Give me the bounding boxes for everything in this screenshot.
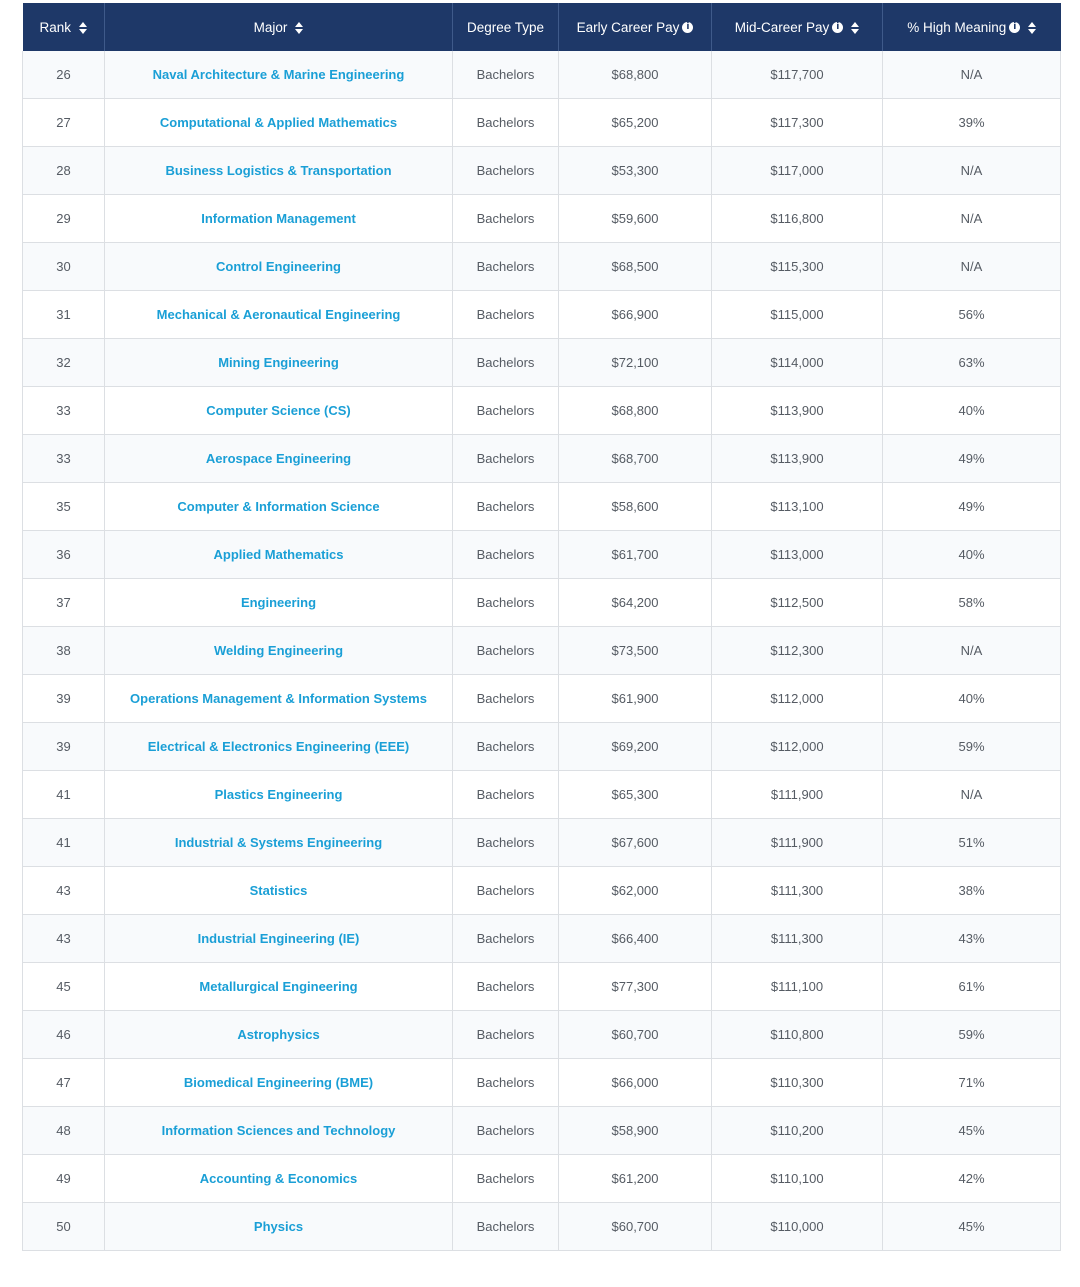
major-link[interactable]: Physics — [253, 1219, 304, 1234]
rank-cell: 43 — [23, 915, 105, 963]
table-row — [23, 99, 1061, 147]
degree-type-cell: Bachelors — [453, 627, 559, 675]
early-career-pay-cell: $58,600 — [559, 483, 712, 531]
table-row — [23, 195, 1061, 243]
salary-table-container — [22, 3, 1060, 1251]
table-row — [23, 243, 1061, 291]
table-row — [23, 1155, 1061, 1203]
rank-cell: 37 — [23, 579, 105, 627]
table-row — [23, 1059, 1061, 1107]
table-row — [23, 1203, 1061, 1251]
early-career-pay-cell: $65,200 — [559, 99, 712, 147]
major-cell — [105, 819, 453, 867]
mid-career-pay-cell: $110,800 — [712, 1011, 883, 1059]
rank-cell: 50 — [23, 1203, 105, 1251]
early-career-pay-cell: $68,500 — [559, 243, 712, 291]
major-link[interactable]: Electrical & Electronics Engineering (EEE) — [147, 739, 410, 754]
early-career-pay-cell: $72,100 — [559, 339, 712, 387]
info-icon[interactable]: i — [832, 22, 843, 33]
high-meaning-cell: 45% — [883, 1203, 1061, 1251]
mid-career-pay-cell: $117,700 — [712, 51, 883, 99]
degree-type-cell: Bachelors — [453, 339, 559, 387]
high-meaning-cell: 40% — [883, 531, 1061, 579]
header-mid-career-pay[interactable] — [712, 3, 883, 51]
early-career-pay-cell: $60,700 — [559, 1203, 712, 1251]
major-link[interactable]: Computer & Information Science — [177, 499, 380, 514]
major-cell — [105, 291, 453, 339]
header-degree-type — [453, 3, 559, 51]
mid-career-pay-cell: $113,000 — [712, 531, 883, 579]
major-link[interactable]: Industrial & Systems Engineering — [174, 835, 383, 850]
table-row — [23, 723, 1061, 771]
early-career-pay-cell: $68,800 — [559, 387, 712, 435]
major-link[interactable]: Industrial Engineering (IE) — [197, 931, 360, 946]
rank-cell: 47 — [23, 1059, 105, 1107]
rank-cell: 39 — [23, 675, 105, 723]
rank-cell: 32 — [23, 339, 105, 387]
major-cell — [105, 771, 453, 819]
table-row — [23, 147, 1061, 195]
major-cell — [105, 675, 453, 723]
degree-type-cell: Bachelors — [453, 1107, 559, 1155]
high-meaning-cell: 56% — [883, 291, 1061, 339]
major-cell — [105, 1203, 453, 1251]
major-link[interactable]: Business Logistics & Transportation — [165, 163, 392, 178]
header-degree-type-label: Degree Type — [466, 19, 545, 35]
mid-career-pay-cell: $113,100 — [712, 483, 883, 531]
table-header — [23, 3, 1061, 51]
major-link[interactable]: Mechanical & Aeronautical Engineering — [156, 307, 401, 322]
high-meaning-cell: 45% — [883, 1107, 1061, 1155]
degree-type-cell: Bachelors — [453, 195, 559, 243]
rank-cell: 31 — [23, 291, 105, 339]
early-career-pay-cell: $66,400 — [559, 915, 712, 963]
high-meaning-cell: 49% — [883, 435, 1061, 483]
degree-type-cell: Bachelors — [453, 1059, 559, 1107]
early-career-pay-cell: $68,800 — [559, 51, 712, 99]
major-cell — [105, 723, 453, 771]
header-high-meaning-label: % High Meaning — [907, 19, 1007, 35]
major-link[interactable]: Computer Science (CS) — [206, 403, 351, 418]
early-career-pay-cell: $65,300 — [559, 771, 712, 819]
major-cell — [105, 1011, 453, 1059]
rank-cell: 29 — [23, 195, 105, 243]
major-link[interactable]: Engineering — [240, 595, 317, 610]
rank-cell: 45 — [23, 963, 105, 1011]
mid-career-pay-cell: $112,500 — [712, 579, 883, 627]
rank-cell: 38 — [23, 627, 105, 675]
high-meaning-cell: 39% — [883, 99, 1061, 147]
degree-type-cell: Bachelors — [453, 867, 559, 915]
early-career-pay-cell: $58,900 — [559, 1107, 712, 1155]
degree-type-cell: Bachelors — [453, 915, 559, 963]
header-early-career-pay — [559, 3, 712, 51]
major-cell — [105, 99, 453, 147]
info-icon[interactable]: i — [682, 22, 693, 33]
major-cell — [105, 195, 453, 243]
degree-type-cell: Bachelors — [453, 675, 559, 723]
rank-cell: 33 — [23, 435, 105, 483]
major-cell — [105, 1107, 453, 1155]
major-link[interactable]: Accounting & Economics — [199, 1171, 358, 1186]
degree-type-cell: Bachelors — [453, 483, 559, 531]
degree-type-cell: Bachelors — [453, 243, 559, 291]
high-meaning-cell: N/A — [883, 771, 1061, 819]
rank-cell: 33 — [23, 387, 105, 435]
mid-career-pay-cell: $112,000 — [712, 675, 883, 723]
major-cell — [105, 867, 453, 915]
major-cell — [105, 243, 453, 291]
table-row — [23, 51, 1061, 99]
degree-type-cell: Bachelors — [453, 387, 559, 435]
high-meaning-cell: N/A — [883, 51, 1061, 99]
degree-type-cell: Bachelors — [453, 963, 559, 1011]
degree-type-cell: Bachelors — [453, 819, 559, 867]
high-meaning-cell: 51% — [883, 819, 1061, 867]
mid-career-pay-cell: $110,100 — [712, 1155, 883, 1203]
high-meaning-cell: 42% — [883, 1155, 1061, 1203]
mid-career-pay-cell: $117,000 — [712, 147, 883, 195]
mid-career-pay-cell: $112,000 — [712, 723, 883, 771]
table-row — [23, 1107, 1061, 1155]
rank-cell: 36 — [23, 531, 105, 579]
rank-cell: 26 — [23, 51, 105, 99]
rank-cell: 48 — [23, 1107, 105, 1155]
degree-type-cell: Bachelors — [453, 435, 559, 483]
degree-type-cell: Bachelors — [453, 579, 559, 627]
header-mid-career-pay-label: Mid-Career Pay — [734, 19, 830, 35]
header-early-career-pay-label: Early Career Pay — [576, 19, 680, 35]
early-career-pay-cell: $69,200 — [559, 723, 712, 771]
salary-table — [22, 3, 1061, 1251]
mid-career-pay-cell: $117,300 — [712, 99, 883, 147]
high-meaning-cell: 58% — [883, 579, 1061, 627]
table-body — [23, 51, 1061, 1251]
major-link[interactable]: Statistics — [249, 883, 308, 898]
degree-type-cell: Bachelors — [453, 51, 559, 99]
rank-cell: 28 — [23, 147, 105, 195]
early-career-pay-cell: $61,200 — [559, 1155, 712, 1203]
degree-type-cell: Bachelors — [453, 531, 559, 579]
mid-career-pay-cell: $110,000 — [712, 1203, 883, 1251]
mid-career-pay-cell: $111,900 — [712, 819, 883, 867]
table-row — [23, 675, 1061, 723]
sort-icon[interactable] — [79, 22, 87, 34]
mid-career-pay-cell: $110,300 — [712, 1059, 883, 1107]
major-link[interactable]: Computational & Applied Mathematics — [159, 115, 398, 130]
header-rank[interactable] — [23, 3, 105, 51]
mid-career-pay-cell: $114,000 — [712, 339, 883, 387]
early-career-pay-cell: $66,900 — [559, 291, 712, 339]
major-cell — [105, 387, 453, 435]
header-major[interactable] — [105, 3, 453, 51]
major-link[interactable]: Mining Engineering — [218, 355, 339, 370]
early-career-pay-cell: $77,300 — [559, 963, 712, 1011]
header-major-label: Major — [253, 19, 288, 35]
major-link[interactable]: Information Management — [201, 211, 356, 226]
major-link[interactable]: Metallurgical Engineering — [199, 979, 358, 994]
rank-cell: 27 — [23, 99, 105, 147]
early-career-pay-cell: $67,600 — [559, 819, 712, 867]
early-career-pay-cell: $68,700 — [559, 435, 712, 483]
major-link[interactable]: Welding Engineering — [213, 643, 344, 658]
table-row — [23, 963, 1061, 1011]
table-row — [23, 291, 1061, 339]
rank-cell: 41 — [23, 819, 105, 867]
high-meaning-cell: N/A — [883, 627, 1061, 675]
table-row — [23, 819, 1061, 867]
degree-type-cell: Bachelors — [453, 1203, 559, 1251]
degree-type-cell: Bachelors — [453, 99, 559, 147]
rank-cell: 30 — [23, 243, 105, 291]
early-career-pay-cell: $61,700 — [559, 531, 712, 579]
major-cell — [105, 531, 453, 579]
major-link[interactable]: Information Sciences and Technology — [161, 1123, 396, 1138]
high-meaning-cell: 63% — [883, 339, 1061, 387]
early-career-pay-cell: $59,600 — [559, 195, 712, 243]
high-meaning-cell: N/A — [883, 147, 1061, 195]
early-career-pay-cell: $60,700 — [559, 1011, 712, 1059]
sort-icon[interactable] — [1028, 22, 1036, 34]
degree-type-cell: Bachelors — [453, 723, 559, 771]
mid-career-pay-cell: $111,100 — [712, 963, 883, 1011]
major-link[interactable]: Plastics Engineering — [214, 787, 343, 802]
high-meaning-cell: 43% — [883, 915, 1061, 963]
table-row — [23, 435, 1061, 483]
mid-career-pay-cell: $111,300 — [712, 867, 883, 915]
table-row — [23, 1011, 1061, 1059]
high-meaning-cell: 40% — [883, 387, 1061, 435]
header-high-meaning[interactable] — [883, 3, 1061, 51]
major-cell — [105, 963, 453, 1011]
rank-cell: 49 — [23, 1155, 105, 1203]
early-career-pay-cell: $64,200 — [559, 579, 712, 627]
degree-type-cell: Bachelors — [453, 771, 559, 819]
high-meaning-cell: 38% — [883, 867, 1061, 915]
major-link[interactable]: Astrophysics — [237, 1027, 320, 1042]
sort-icon[interactable] — [851, 22, 859, 34]
degree-type-cell: Bachelors — [453, 1155, 559, 1203]
high-meaning-cell: 40% — [883, 675, 1061, 723]
rank-cell: 43 — [23, 867, 105, 915]
table-row — [23, 531, 1061, 579]
high-meaning-cell: N/A — [883, 195, 1061, 243]
major-link[interactable]: Control Engineering — [216, 259, 341, 274]
high-meaning-cell: 59% — [883, 1011, 1061, 1059]
rank-cell: 46 — [23, 1011, 105, 1059]
major-cell — [105, 51, 453, 99]
major-link[interactable]: Operations Management & Information Systems — [130, 691, 427, 706]
major-link[interactable]: Naval Architecture & Marine Engineering — [152, 67, 405, 82]
major-cell — [105, 579, 453, 627]
high-meaning-cell: 49% — [883, 483, 1061, 531]
mid-career-pay-cell: $113,900 — [712, 387, 883, 435]
rank-cell: 41 — [23, 771, 105, 819]
mid-career-pay-cell: $111,900 — [712, 771, 883, 819]
major-cell — [105, 483, 453, 531]
sort-icon[interactable] — [295, 22, 303, 34]
info-icon[interactable]: i — [1009, 22, 1020, 33]
table-row — [23, 627, 1061, 675]
header-rank-label: Rank — [39, 19, 71, 35]
major-link[interactable]: Applied Mathematics — [213, 547, 344, 562]
table-row — [23, 339, 1061, 387]
high-meaning-cell: 61% — [883, 963, 1061, 1011]
major-cell — [105, 339, 453, 387]
mid-career-pay-cell: $115,300 — [712, 243, 883, 291]
major-cell — [105, 1155, 453, 1203]
high-meaning-cell: 59% — [883, 723, 1061, 771]
early-career-pay-cell: $73,500 — [559, 627, 712, 675]
table-row — [23, 483, 1061, 531]
major-cell — [105, 147, 453, 195]
table-row — [23, 579, 1061, 627]
table-row — [23, 867, 1061, 915]
rank-cell: 39 — [23, 723, 105, 771]
major-cell — [105, 435, 453, 483]
major-cell — [105, 627, 453, 675]
table-row — [23, 915, 1061, 963]
major-link[interactable]: Aerospace Engineering — [205, 451, 352, 466]
major-link[interactable]: Biomedical Engineering (BME) — [183, 1075, 374, 1090]
degree-type-cell: Bachelors — [453, 1011, 559, 1059]
mid-career-pay-cell: $115,000 — [712, 291, 883, 339]
mid-career-pay-cell: $116,800 — [712, 195, 883, 243]
rank-cell: 35 — [23, 483, 105, 531]
high-meaning-cell: 71% — [883, 1059, 1061, 1107]
major-cell — [105, 1059, 453, 1107]
degree-type-cell: Bachelors — [453, 291, 559, 339]
early-career-pay-cell: $62,000 — [559, 867, 712, 915]
table-row — [23, 771, 1061, 819]
mid-career-pay-cell: $110,200 — [712, 1107, 883, 1155]
table-row — [23, 387, 1061, 435]
early-career-pay-cell: $61,900 — [559, 675, 712, 723]
mid-career-pay-cell: $112,300 — [712, 627, 883, 675]
major-cell — [105, 915, 453, 963]
early-career-pay-cell: $66,000 — [559, 1059, 712, 1107]
early-career-pay-cell: $53,300 — [559, 147, 712, 195]
mid-career-pay-cell: $113,900 — [712, 435, 883, 483]
degree-type-cell: Bachelors — [453, 147, 559, 195]
mid-career-pay-cell: $111,300 — [712, 915, 883, 963]
high-meaning-cell: N/A — [883, 243, 1061, 291]
